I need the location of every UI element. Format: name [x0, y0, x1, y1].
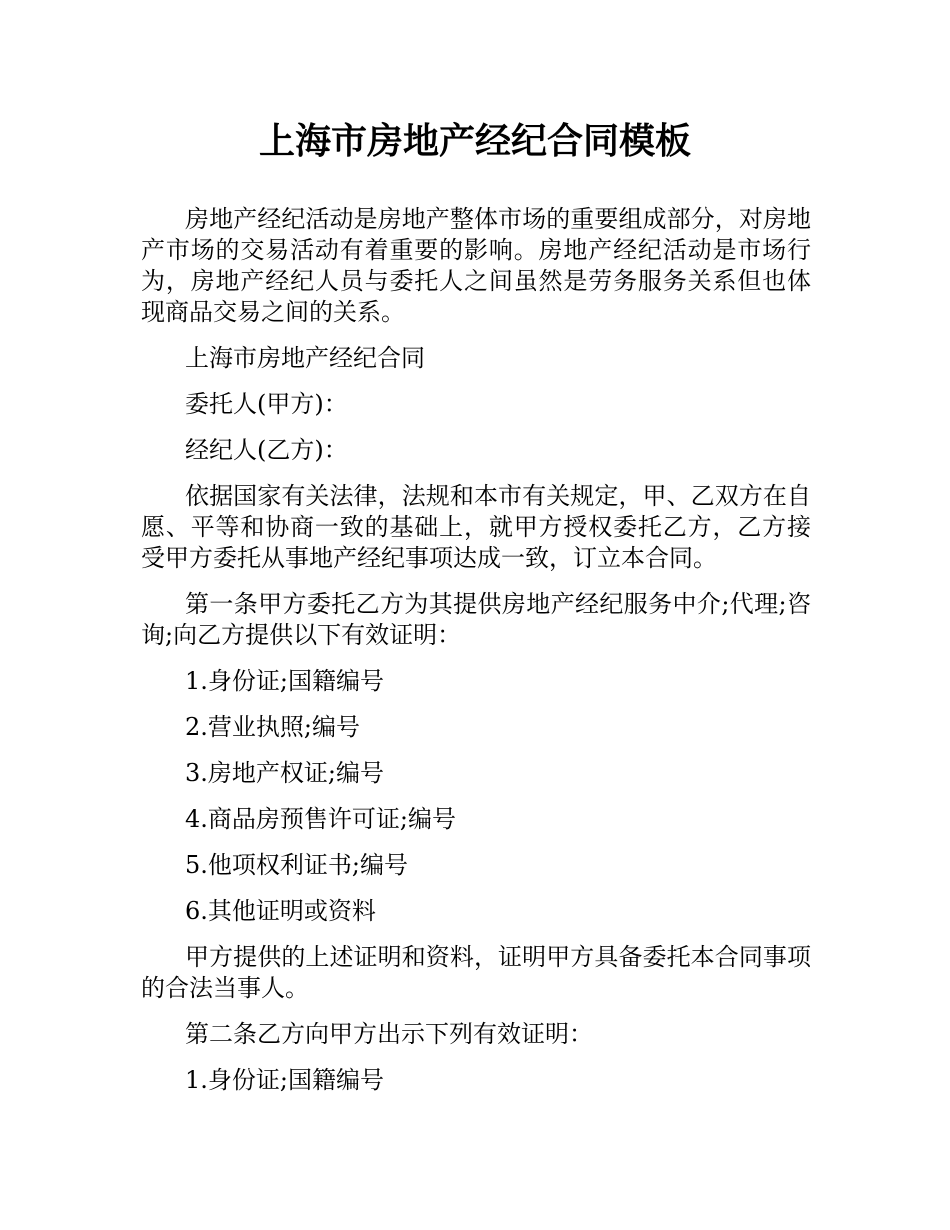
list-item-id-card: 1.身份证;国籍编号: [185, 667, 384, 695]
paragraph-basis: 依据国家有关法律，法规和本市有关规定，甲、乙双方在自愿、平等和协商一致的基础上，就甲方授权委托乙方，乙方接受甲方委托从事地产经纪事项达成一致，订立本合同。: [141, 482, 811, 572]
paragraph-party-a: 委托人(甲方)：: [185, 390, 348, 418]
list-item-id-card-2: 1.身份证;国籍编号: [185, 1066, 384, 1094]
paragraph-article-2: 第二条乙方向甲方出示下列有效证明：: [185, 1020, 593, 1048]
document-body: [141, 204, 811, 1111]
list-item-other-rights-certificate: 5.他项权利证书;编号: [185, 851, 408, 879]
list-item-property-certificate: 3.房地产权证;编号: [185, 759, 384, 787]
paragraph-article-1: 第一条甲方委托乙方为其提供房地产经纪服务中介;代理;咨询;向乙方提供以下有效证明：: [141, 590, 811, 649]
paragraph-intro: 房地产经纪活动是房地产整体市场的重要组成部分，对房地产市场的交易活动有着重要的影响。房地产经纪活动是市场行为，房地产经纪人员与委托人之间虽然是劳务服务关系但也体现商品交易之间的关系。: [141, 205, 811, 326]
list-item-business-license: 2.营业执照;编号: [185, 713, 360, 741]
list-item-presale-permit: 4.商品房预售许可证;编号: [185, 805, 456, 833]
paragraph-contract-name: 上海市房地产经纪合同: [185, 344, 425, 372]
paragraph-party-a-qualification: 甲方提供的上述证明和资料，证明甲方具备委托本合同事项的合法当事人。: [141, 943, 811, 1002]
paragraph-party-b: 经纪人(乙方)：: [185, 436, 348, 464]
list-item-other-documents: 6.其他证明或资料: [185, 897, 376, 925]
document-title: 上海市房地产经纪合同模板: [258, 121, 691, 162]
